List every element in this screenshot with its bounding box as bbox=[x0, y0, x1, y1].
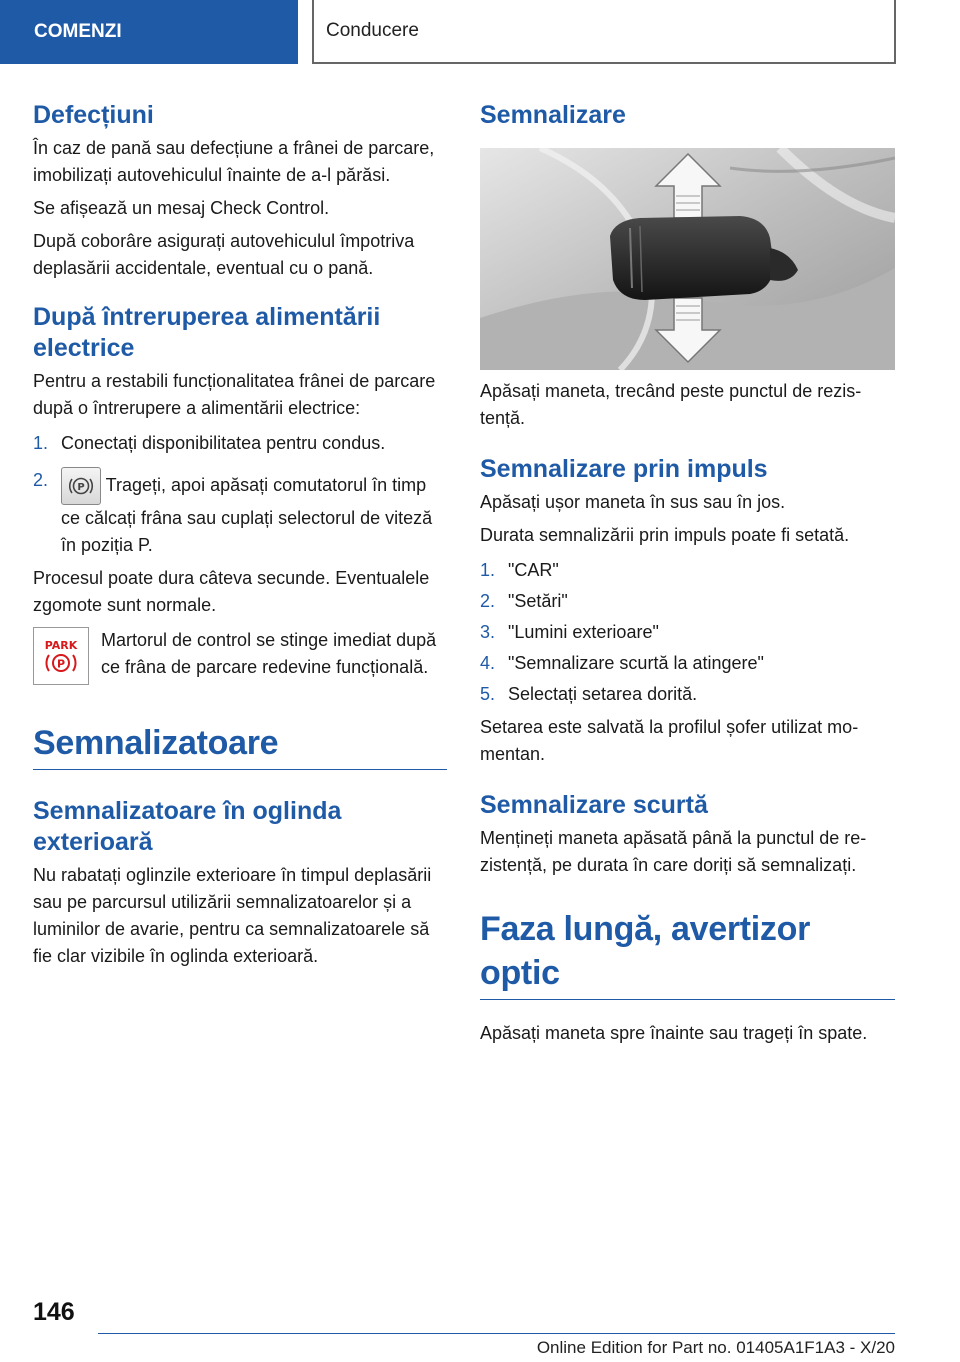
parking-brake-switch-icon bbox=[61, 467, 101, 505]
step-number: 5. bbox=[480, 684, 496, 704]
page-number: 146 bbox=[33, 1298, 75, 1326]
step-number: 3. bbox=[480, 622, 496, 642]
note-text: Martorul de control se stinge imediat după ce frâna de parcare redevine funcțională. bbox=[101, 630, 437, 677]
step-number: 1. bbox=[480, 560, 496, 580]
step-text: Trageți, apoi apăsați comutatorul în timp ce călcați frâna sau cuplați selectorul de viteză în poziția P. bbox=[61, 474, 433, 555]
step-text: Selectați setarea dorită. bbox=[508, 684, 698, 704]
list-item bbox=[33, 467, 447, 559]
heading-alimentare: După întreruperea alimentării electrice bbox=[33, 303, 381, 362]
list-item bbox=[480, 681, 895, 708]
footer-rule bbox=[98, 1333, 895, 1334]
turn-signal-lever-image bbox=[480, 148, 895, 370]
list-item bbox=[480, 619, 895, 646]
heading-rule bbox=[480, 999, 895, 1000]
left-column bbox=[33, 100, 447, 970]
heading-defectiuni: Defecțiuni bbox=[33, 101, 154, 129]
steps-list bbox=[33, 430, 447, 559]
paragraph: Setarea este salvată la profilul șofer utilizat momentan. bbox=[480, 717, 859, 764]
step-text: "CAR" bbox=[508, 560, 559, 580]
park-indicator-icon bbox=[33, 627, 89, 685]
paragraph: Mențineți maneta apăsată până la punctul de rezistență, pe durata în care doriți să semnalizați. bbox=[480, 828, 867, 875]
step-number: 2. bbox=[480, 591, 496, 611]
heading-impuls: Semnalizare prin impuls bbox=[480, 455, 768, 483]
park-label: PARK bbox=[44, 639, 78, 652]
paragraph: Apăsați ușor maneta în sus sau în jos. bbox=[480, 492, 786, 512]
step-number: 4. bbox=[480, 653, 496, 673]
step-text: "Setări" bbox=[508, 591, 568, 611]
list-item bbox=[480, 557, 895, 584]
step-text: "Lumini exterioare" bbox=[508, 622, 659, 642]
heading-rule bbox=[33, 769, 447, 770]
paragraph: După coborâre asigurați autovehiculul împotriva deplasării accidentale, eventual cu o pană. bbox=[33, 231, 415, 278]
heading-semnalizatoare: Semnalizatoare bbox=[33, 724, 279, 762]
paragraph: În caz de pană sau defecțiune a frânei de parcare, imobilizați autovehiculul înainte de a-l părăsi. bbox=[33, 138, 435, 185]
paragraph: Pentru a restabili funcționalitatea frânei de parcare după o întrerupere a alimentării electrice: bbox=[33, 371, 436, 418]
heading-oglinda: Semnalizatoare în oglinda exterioară bbox=[33, 797, 342, 856]
section-title: COMENZI bbox=[34, 21, 122, 42]
paragraph: Procesul poate dura câteva secunde. Eventualele zgomote sunt normale. bbox=[33, 568, 430, 615]
heading-semnalizare: Semnalizare bbox=[480, 101, 626, 129]
steps-list bbox=[480, 557, 895, 708]
step-text: "Semnalizare scurtă la atingere" bbox=[508, 653, 764, 673]
paragraph: Nu rabatați oglinzile exterioare în timpul deplasării sau pe parcursul utilizării semnalizatoarelor și a luminilor de avarie, pentru ca semnalizatoarele să fie clar vizibile în oglinda exterioară. bbox=[33, 865, 432, 966]
paragraph: Apăsați maneta, trecând peste punctul de rezistență. bbox=[480, 381, 862, 428]
svg-text:P: P bbox=[77, 482, 85, 493]
step-text: Conectați disponibilitatea pentru condus. bbox=[61, 433, 386, 453]
step-number: 1. bbox=[33, 433, 49, 453]
section-tab bbox=[0, 0, 298, 64]
paragraph: Se afișează un mesaj Check Control. bbox=[33, 198, 330, 218]
chapter-title: Conducere bbox=[326, 20, 419, 41]
step-number: 2. bbox=[33, 470, 49, 490]
heading-faza-lunga: Faza lungă, avertizor optic bbox=[480, 910, 811, 992]
paragraph: Apăsați maneta spre înainte sau trageți în spate. bbox=[480, 1023, 868, 1043]
list-item bbox=[480, 650, 895, 677]
right-column bbox=[480, 100, 895, 1047]
indicator-note bbox=[33, 627, 447, 685]
svg-text:P: P bbox=[56, 657, 66, 671]
paragraph: Durata semnalizării prin impuls poate fi setată. bbox=[480, 525, 850, 545]
chapter-tab bbox=[312, 0, 896, 64]
list-item bbox=[480, 588, 895, 615]
heading-scurta: Semnalizare scurtă bbox=[480, 791, 708, 819]
edition-note: Online Edition for Part no. 01405A1F1A3 - X/20 bbox=[536, 1338, 895, 1357]
list-item bbox=[33, 430, 447, 457]
